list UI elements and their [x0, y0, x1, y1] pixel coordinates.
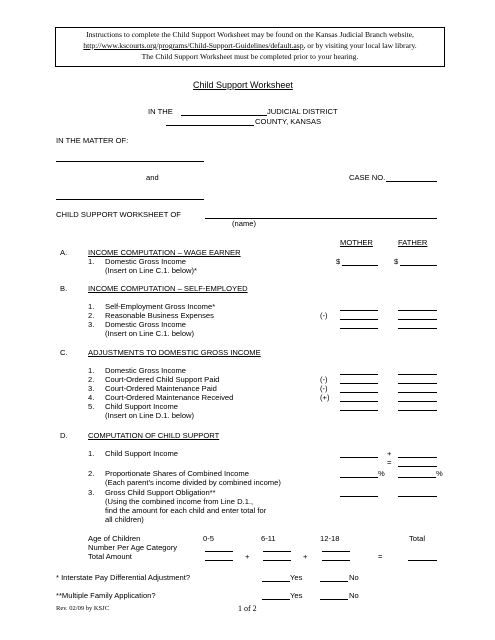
matter-label: IN THE MATTER OF: — [56, 136, 129, 145]
equals-sign: = — [378, 552, 383, 561]
c2-number: 2. — [88, 375, 95, 384]
section-b-heading: INCOME COMPUTATION – SELF-EMPLOYED — [88, 284, 248, 293]
b3-mother-field[interactable] — [340, 328, 378, 329]
multiple-family-yes-label: Yes — [290, 591, 303, 600]
page-number: 1 of 2 — [238, 604, 257, 613]
district-label: JUDICIAL DISTRICT — [267, 107, 338, 116]
mother-column-header: MOTHER — [340, 238, 373, 247]
d1-combined-field[interactable] — [398, 466, 437, 467]
count-12-18-field[interactable] — [322, 551, 350, 552]
d3-note-3: all children) — [105, 515, 144, 524]
multiple-family-no-label: No — [349, 591, 359, 600]
father-column-header: FATHER — [398, 238, 428, 247]
a1-father-field[interactable] — [400, 265, 437, 266]
a1-mother-field[interactable] — [342, 265, 378, 266]
b2-number: 2. — [88, 311, 95, 320]
d3-mother-field[interactable] — [340, 496, 378, 497]
amount-0-5-field[interactable] — [205, 560, 233, 561]
c5-mother-field[interactable] — [340, 410, 378, 411]
number-per-age-label: Number Per Age Category — [88, 543, 178, 552]
b3-father-field[interactable] — [398, 328, 437, 329]
multiple-family-no-field[interactable] — [320, 599, 348, 600]
d3-father-field[interactable] — [398, 496, 437, 497]
c4-father-field[interactable] — [398, 401, 437, 402]
plus-sign-1: + — [245, 552, 250, 561]
differential-no-field[interactable] — [320, 581, 348, 582]
c1-number: 1. — [88, 366, 95, 375]
section-a-heading: INCOME COMPUTATION – WAGE EARNER — [88, 248, 241, 257]
multiple-family-yes-field[interactable] — [262, 599, 290, 600]
d2-note: (Each parent’s income divided by combined income) — [105, 478, 281, 487]
plus-sign-2: + — [303, 552, 308, 561]
c2-father-field[interactable] — [398, 383, 437, 384]
multiple-family-label: **Multiple Family Application? — [56, 591, 156, 600]
differential-yes-field[interactable] — [262, 581, 290, 582]
c4-label: Court-Ordered Maintenance Received — [105, 393, 234, 402]
and-label: and — [146, 173, 159, 182]
section-b-letter: B. — [60, 284, 68, 293]
a1-label: Domestic Gross Income — [105, 257, 187, 266]
d3-note-1: (Using the combined income from Line D.1., — [105, 497, 254, 506]
c2-mother-field[interactable] — [340, 383, 378, 384]
section-c-heading: ADJUSTMENTS TO DOMESTIC GROSS INCOME — [88, 348, 261, 357]
b3-label: Domestic Gross Income — [105, 320, 187, 329]
c4-number: 4. — [88, 393, 95, 402]
interstate-differential-label: * Interstate Pay Differential Adjustment? — [56, 573, 191, 582]
d1-father-field[interactable] — [398, 457, 437, 458]
a1-father-currency: $ — [394, 257, 399, 266]
b2-sign: (-) — [320, 311, 328, 320]
d3-label: Gross Child Support Obligation** — [105, 488, 216, 497]
case-no-label: CASE NO. — [349, 173, 386, 182]
c1-father-field[interactable] — [398, 374, 437, 375]
age-group-0-5: 0-5 — [203, 534, 214, 543]
section-d-letter: D. — [60, 431, 68, 440]
c4-sign: (+) — [320, 393, 330, 402]
d2-number: 2. — [88, 469, 95, 478]
section-c-letter: C. — [60, 348, 68, 357]
b2-mother-field[interactable] — [340, 319, 378, 320]
d2-mother-field[interactable] — [340, 477, 378, 478]
c5-number: 5. — [88, 402, 95, 411]
differential-yes-label: Yes — [290, 573, 303, 582]
b1-mother-field[interactable] — [340, 310, 378, 311]
differential-no-label: No — [349, 573, 359, 582]
c2-sign: (-) — [320, 375, 328, 384]
d1-label: Child Support Income — [105, 449, 179, 458]
c1-mother-field[interactable] — [340, 374, 378, 375]
county-field[interactable] — [166, 125, 254, 126]
in-the-label: IN THE — [148, 107, 173, 116]
c3-father-field[interactable] — [398, 392, 437, 393]
b3-number: 3. — [88, 320, 95, 329]
d1-mother-field[interactable] — [340, 457, 378, 458]
kscourts-link[interactable]: http://www.kscourts.org/programs/Child-Support-Guidelines/default.asp — [83, 41, 304, 50]
age-label: Age of Children — [88, 534, 141, 543]
c5-father-field[interactable] — [398, 410, 437, 411]
b1-number: 1. — [88, 302, 95, 311]
c4-mother-field[interactable] — [340, 401, 378, 402]
revision-note: Rev. 02/09 by KSJC — [56, 605, 110, 612]
b2-father-field[interactable] — [398, 319, 437, 320]
b3-note: (Insert on Line C.1. below) — [105, 329, 195, 338]
d2-label: Proportionate Shares of Combined Income — [105, 469, 249, 478]
party-two-field[interactable] — [56, 199, 204, 200]
district-field[interactable] — [181, 115, 267, 116]
amount-12-18-field[interactable] — [322, 560, 350, 561]
page-title: Child Support Worksheet — [193, 80, 293, 90]
count-6-11-field[interactable] — [263, 551, 291, 552]
d2-father-percent: % — [436, 469, 443, 478]
c1-label: Domestic Gross Income — [105, 366, 187, 375]
instructions-line-3: The Child Support Worksheet must be completed prior to your hearing. — [141, 52, 359, 61]
section-a-letter: A. — [60, 248, 68, 257]
c2-label: Court-Ordered Child Support Paid — [105, 375, 220, 384]
section-d-heading: COMPUTATION OF CHILD SUPPORT — [88, 431, 220, 440]
instructions-line-1: Instructions to complete the Child Support Worksheet may be found on the Kansas Judicial Branch website, — [86, 30, 414, 39]
b2-label: Reasonable Business Expenses — [105, 311, 214, 320]
d2-father-field[interactable] — [398, 477, 436, 478]
c3-mother-field[interactable] — [340, 392, 378, 393]
instructions-box — [55, 27, 445, 67]
case-no-field[interactable] — [386, 181, 437, 182]
c3-number: 3. — [88, 384, 95, 393]
amount-total-field[interactable] — [408, 560, 437, 561]
d1-number: 1. — [88, 449, 95, 458]
d3-note-2: find the amount for each child and enter total for — [105, 506, 267, 515]
b1-father-field[interactable] — [398, 310, 437, 311]
age-group-6-11: 6-11 — [261, 534, 276, 543]
a1-mother-currency: $ — [336, 257, 341, 266]
age-group-total: Total — [409, 534, 426, 543]
c5-note: (Insert on Line D.1. below) — [105, 411, 195, 420]
d2-mother-percent: % — [378, 469, 385, 478]
d1-equals-sign: = — [387, 458, 392, 467]
c5-label: Child Support Income — [105, 402, 179, 411]
b1-label: Self-Employment Gross Income* — [105, 302, 216, 311]
instructions-line-2 — [56, 41, 444, 50]
c3-sign: (-) — [320, 384, 328, 393]
name-hint: (name) — [232, 219, 257, 228]
c3-label: Court-Ordered Maintenance Paid — [105, 384, 217, 393]
d1-plus-sign: + — [387, 449, 392, 458]
amount-6-11-field[interactable] — [263, 560, 291, 561]
count-0-5-field[interactable] — [205, 551, 233, 552]
a1-note: (Insert on Line C.1. below)* — [105, 266, 198, 275]
age-group-12-18: 12-18 — [320, 534, 340, 543]
total-amount-label: Total Amount — [88, 552, 132, 561]
a1-number: 1. — [88, 257, 95, 266]
d3-number: 3. — [88, 488, 95, 497]
party-one-field[interactable] — [56, 161, 204, 162]
worksheet-of-label: CHILD SUPPORT WORKSHEET OF — [56, 210, 181, 219]
instructions-line-2-rest: , or by visiting your local law library. — [303, 41, 417, 50]
county-label: COUNTY, KANSAS — [255, 117, 322, 126]
